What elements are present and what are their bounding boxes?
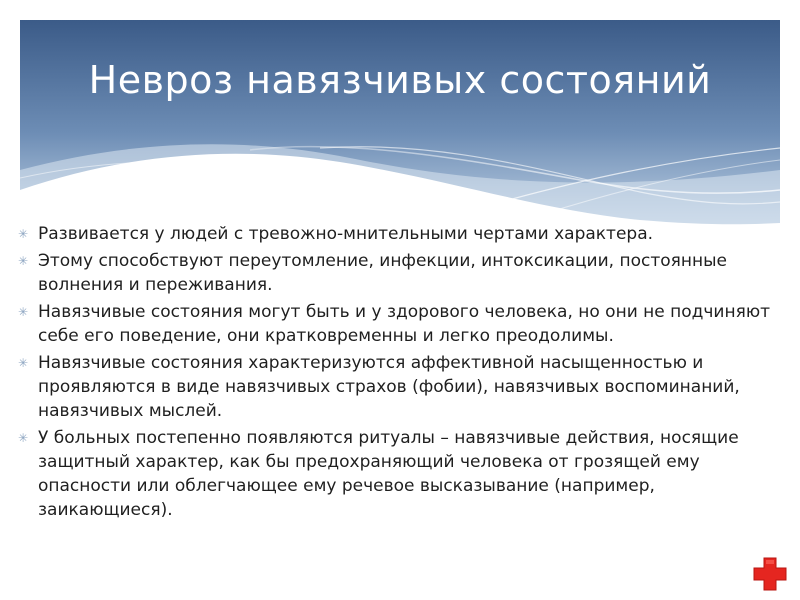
slide-title: Невроз навязчивых состояний	[88, 58, 712, 102]
asterisk-bullet-icon: ✳	[18, 254, 29, 268]
asterisk-bullet-icon: ✳	[18, 431, 29, 445]
title-banner	[20, 20, 780, 225]
bullet-text: Навязчивые состояния характеризуются аффективной насыщенностью и проявляются в виде навязчивых страхов (фобии), навязчивых воспоминаний, навязчивых мыслей.	[38, 353, 740, 421]
asterisk-bullet-icon: ✳	[18, 227, 29, 241]
asterisk-bullet-icon: ✳	[18, 356, 29, 370]
asterisk-bullet-icon: ✳	[18, 305, 29, 319]
bullet-text: Навязчивые состояния могут быть и у здорового человека, но они не подчиняют себе его поведение, они кратковременны и легко преодолимы.	[38, 302, 771, 346]
red-cross-icon	[752, 556, 788, 592]
bullet-text: Этому способствуют переутомление, инфекции, интоксикации, постоянные волнения и переживания.	[38, 251, 727, 295]
bullet-text: У больных постепенно появляются ритуалы – навязчивые действия, носящие защитный характер, как бы предохраняющий человека от грозящей ему опасности или облегчающее ему речевое высказывание (например, заикающиеся).	[38, 428, 739, 520]
bullet-list	[18, 222, 780, 525]
list-item	[18, 249, 780, 297]
list-item	[18, 426, 780, 522]
banner-background	[20, 20, 780, 225]
list-item	[18, 222, 780, 246]
list-item	[18, 351, 780, 423]
bullet-text: Развивается у людей с тревожно-мнительными чертами характера.	[38, 224, 654, 244]
list-item	[18, 300, 780, 348]
